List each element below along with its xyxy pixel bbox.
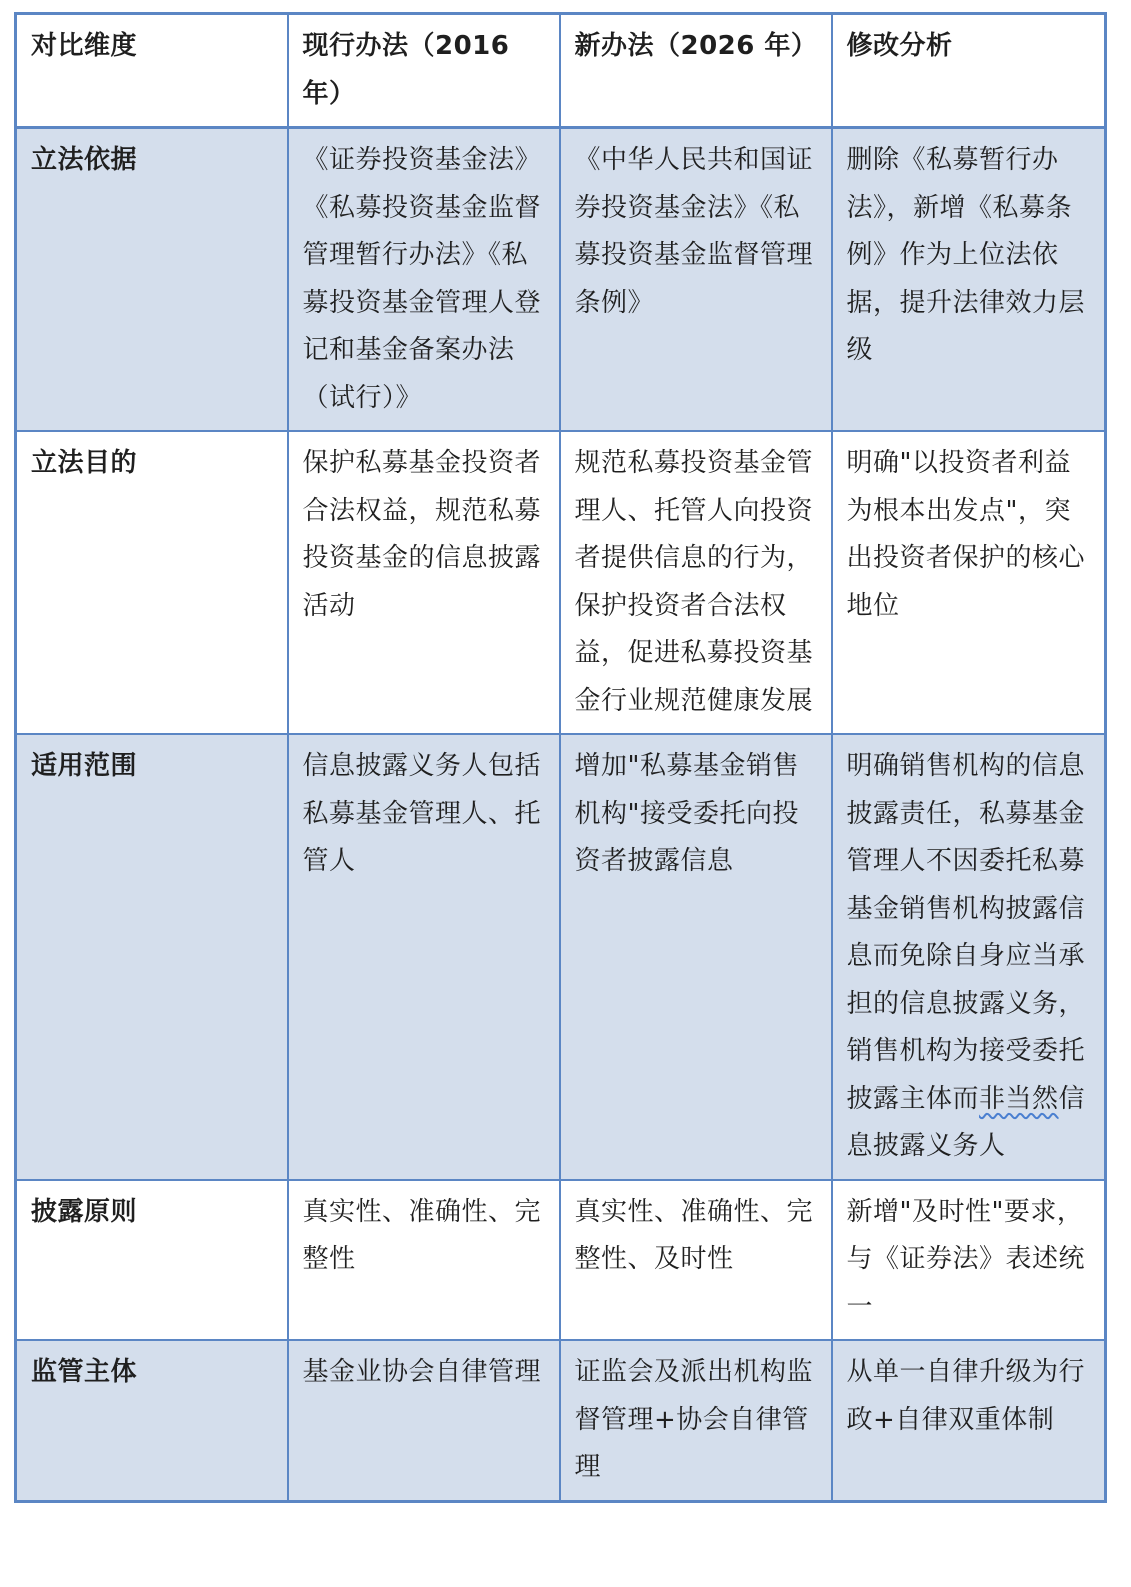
header-row: [16, 14, 1106, 128]
row-new: 《中华人民共和国证券投资基金法》《私募投资基金监督管理条例》: [560, 128, 832, 432]
analysis-text: 信息披露义务人: [846, 1083, 1086, 1161]
row-analysis: [832, 734, 1106, 1180]
row-current: 《证券投资基金法》《私募投资基金监督管理暂行办法》《私募投资基金管理人登记和基金备案办法（试行）》: [288, 128, 560, 432]
spellcheck-underlined-text: 非当然: [979, 1083, 1059, 1114]
row-analysis: 删除《私募暂行办法》，新增《私募条例》作为上位法依据，提升法律效力层级: [832, 128, 1106, 432]
analysis-text: 明确销售机构的信息披露责任，私募基金管理人不因委托私募基金销售机构披露信息而免除自身应当承担的信息披露义务，销售机构为接受委托披露主体而: [846, 751, 1086, 1114]
row-dimension: 披露原则: [16, 1180, 288, 1341]
row-current: 基金业协会自律管理: [288, 1340, 560, 1501]
row-current: 真实性、准确性、完整性: [288, 1180, 560, 1341]
header-analysis: 修改分析: [832, 14, 1106, 128]
row-new: 规范私募投资基金管理人、托管人向投资者提供信息的行为，保护投资者合法权益，促进私募投资基金行业规范健康发展: [560, 431, 832, 734]
row-analysis: 从单一自律升级为行政+自律双重体制: [832, 1340, 1106, 1501]
row-dimension: 监管主体: [16, 1340, 288, 1501]
comparison-table: [14, 12, 1107, 1503]
row-dimension: 立法目的: [16, 431, 288, 734]
row-dimension: 立法依据: [16, 128, 288, 432]
row-analysis: 新增"及时性"要求，与《证券法》表述统一: [832, 1180, 1106, 1341]
row-new: 真实性、准确性、完整性、及时性: [560, 1180, 832, 1341]
row-analysis: 明确"以投资者利益为根本出发点"，突出投资者保护的核心地位: [832, 431, 1106, 734]
table-row: [16, 734, 1106, 1180]
row-dimension: 适用范围: [16, 734, 288, 1180]
row-new: 增加"私募基金销售机构"接受委托向投资者披露信息: [560, 734, 832, 1180]
table-row: [16, 128, 1106, 432]
header-new: 新办法（2026 年）: [560, 14, 832, 128]
row-current: 保护私募基金投资者合法权益，规范私募投资基金的信息披露活动: [288, 431, 560, 734]
row-current: 信息披露义务人包括私募基金管理人、托管人: [288, 734, 560, 1180]
header-current: 现行办法（2016年）: [288, 14, 560, 128]
row-new: 证监会及派出机构监督管理+协会自律管理: [560, 1340, 832, 1501]
table-row: [16, 431, 1106, 734]
table-row: [16, 1180, 1106, 1341]
header-dimension: 对比维度: [16, 14, 288, 128]
table-row: [16, 1340, 1106, 1501]
